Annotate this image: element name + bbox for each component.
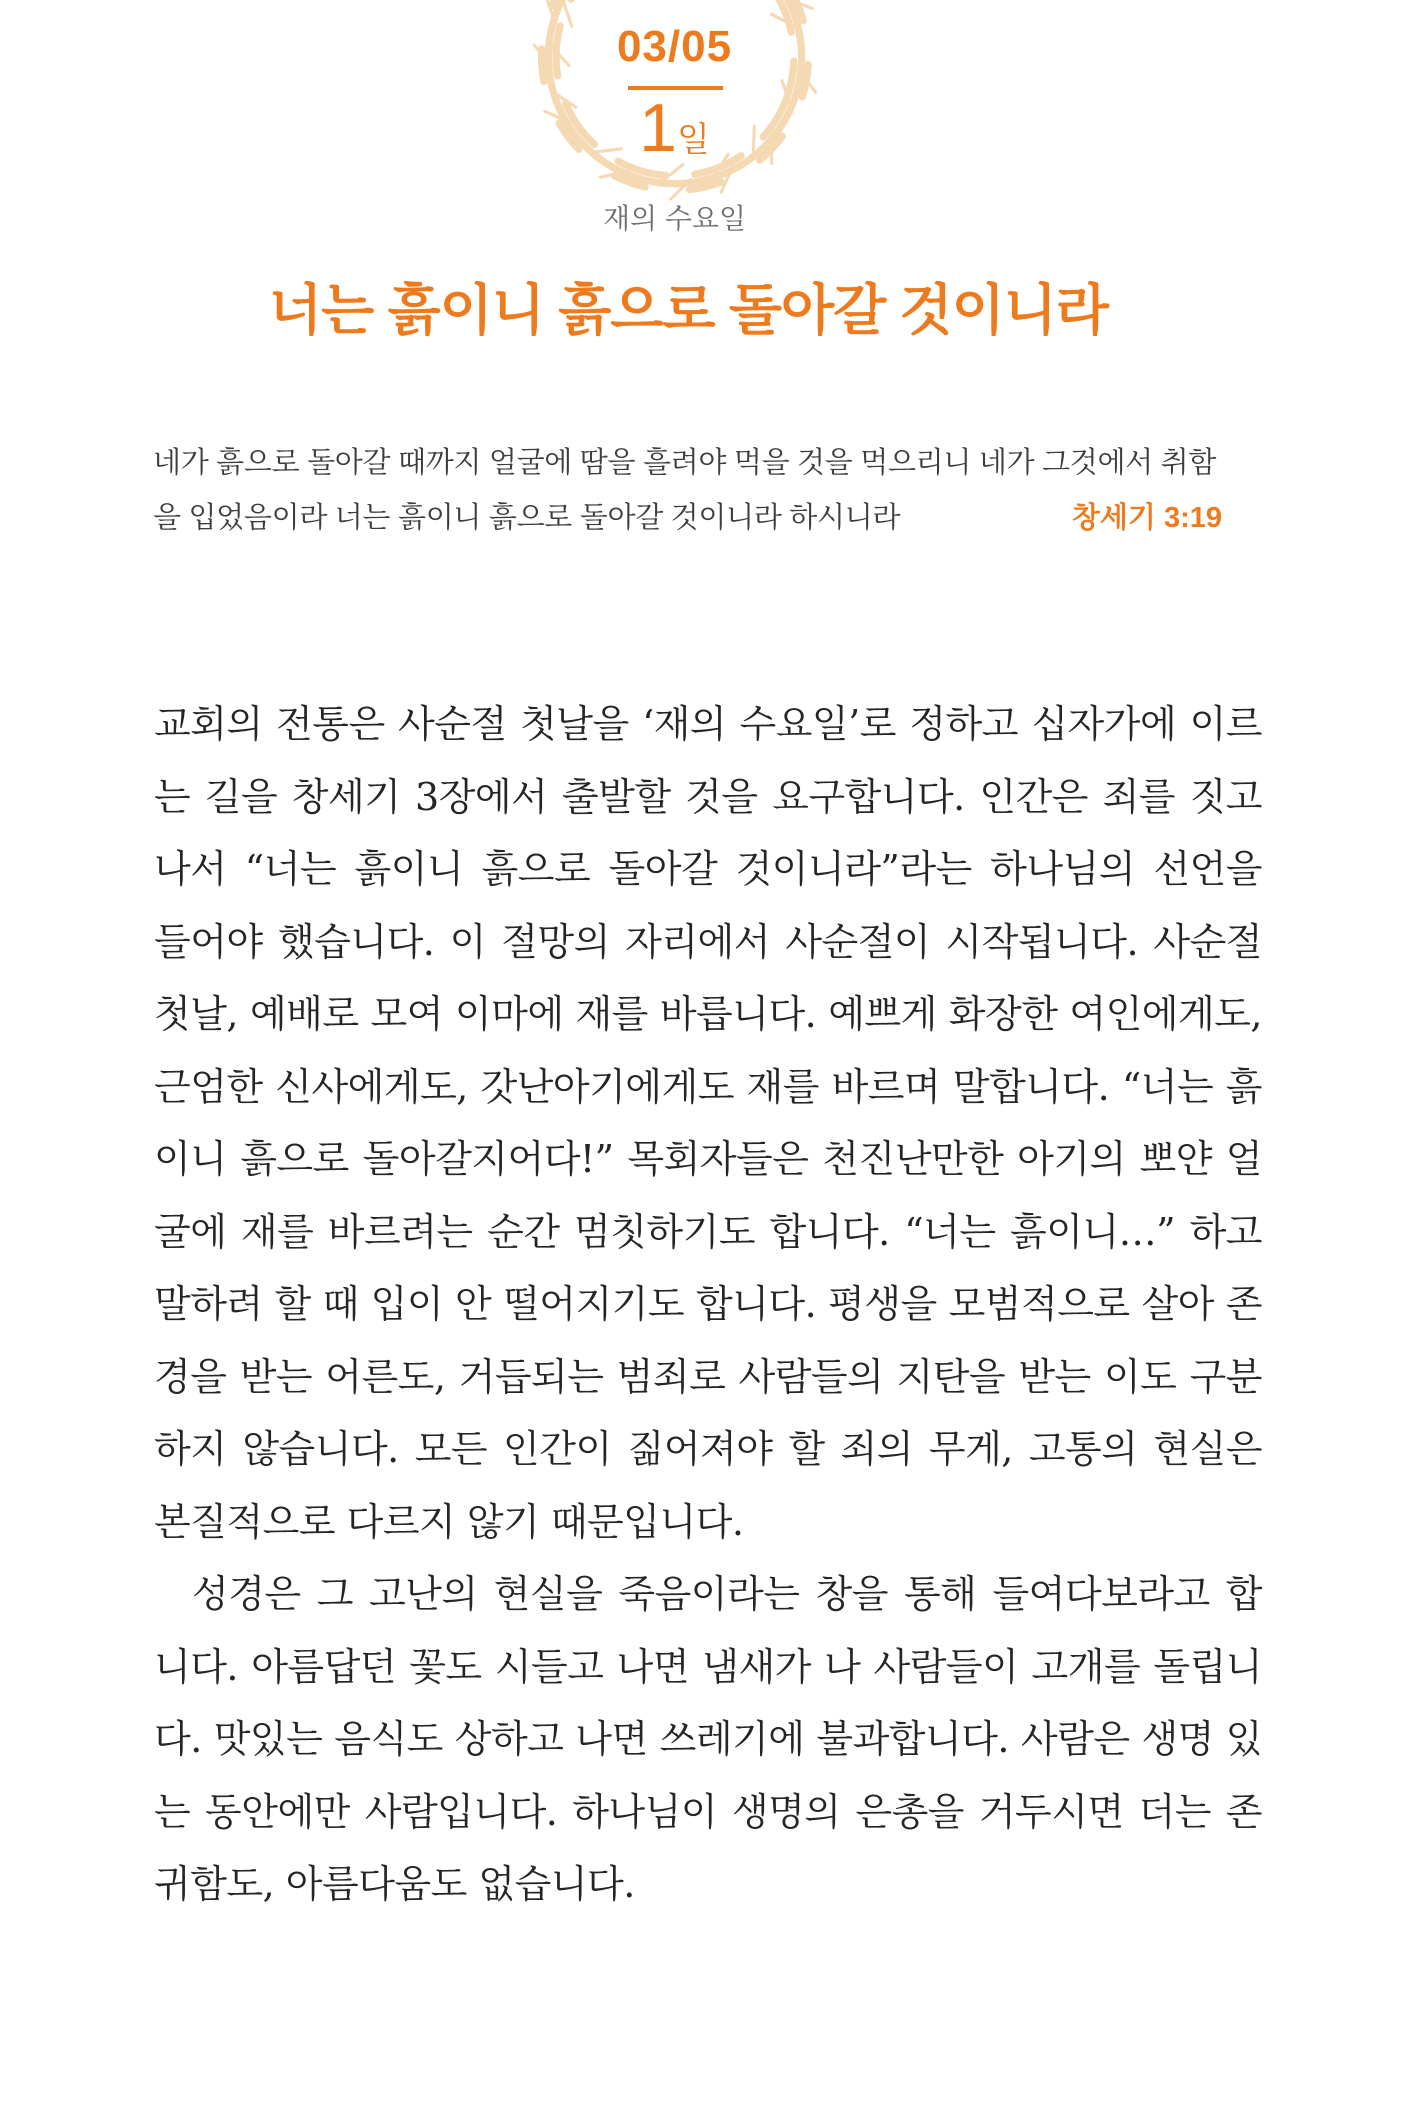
day-subtitle: 재의 수요일	[602, 203, 747, 234]
day-number: 1	[639, 90, 677, 166]
day-header	[515, 0, 835, 245]
date-label: 03/05	[616, 22, 733, 71]
paragraph: 교회의 전통은 사순절 첫날을 ‘재의 수요일’로 정하고 십자가에 이르는 길을 창세기 3장에서 출발할 것을 요구합니다. 인간은 죄를 짓고 나서 “너는 흙이니 흙으로 돌아갈 것이니라”라는 하나님의 선언을 들어야 했습니다. 이 절망의 자리에서 사순절이 시작됩니다. 사순절 첫날, 예배로 모여 이마에 재를 바릅니다. 예쁘게 화장한 여인에게도, 근엄한 신사에게도, 갓난아기에게도 재를 바르며 말합니다. “너는 흙이니 흙으로 돌아갈지어다!” 목회자들은 천진난만한 아기의 뽀얀 얼굴에 재를 바르려는 순간 멈칫하기도 합니다. “너는 흙이니…” 하고 말하려 할 때 입이 안 떨어지기도 합니다. 평생을 모범적으로 살아 존경을 받는 어른도, 거듭되는 범죄로 사람들의 지탄을 받는 이도 구분하지 않습니다. 모든 인간이 짊어져야 할 죄의 무게, 고통의 현실은 본질적으로 다르지 않기 때문입니다.	[154, 702, 1262, 1544]
day-suffix: 일	[676, 121, 710, 159]
scripture-text: 네가 흙으로 돌아갈 때까지 얼굴에 땀을 흘려야 먹을 것을 먹으리니 네가 그것에서 취함을 입었음이라 너는 흙이니 흙으로 돌아갈 것이니라 하시니라	[153, 447, 1217, 534]
scripture-reference: 창세기 3:19	[1071, 502, 1222, 534]
paragraph: 성경은 그 고난의 현실을 죽음이라는 창을 통해 들여다보라고 합니다. 아름답던 꽃도 시들고 나면 냄새가 나 사람들이 고개를 돌립니다. 맛있는 음식도 상하고 나면 쓰레기에 불과합니다. 사람은 생명 있는 동안에만 사람입니다. 하나님이 생명의 은총을 거두시면 더는 존귀함도, 아름다움도 없습니다.	[154, 1572, 1262, 1906]
scripture-quote	[153, 436, 1222, 546]
page-title: 너는 흙이니 흙으로 돌아갈 것이니라	[268, 279, 1109, 341]
day-label	[515, 90, 835, 178]
body-text	[154, 688, 1262, 1921]
